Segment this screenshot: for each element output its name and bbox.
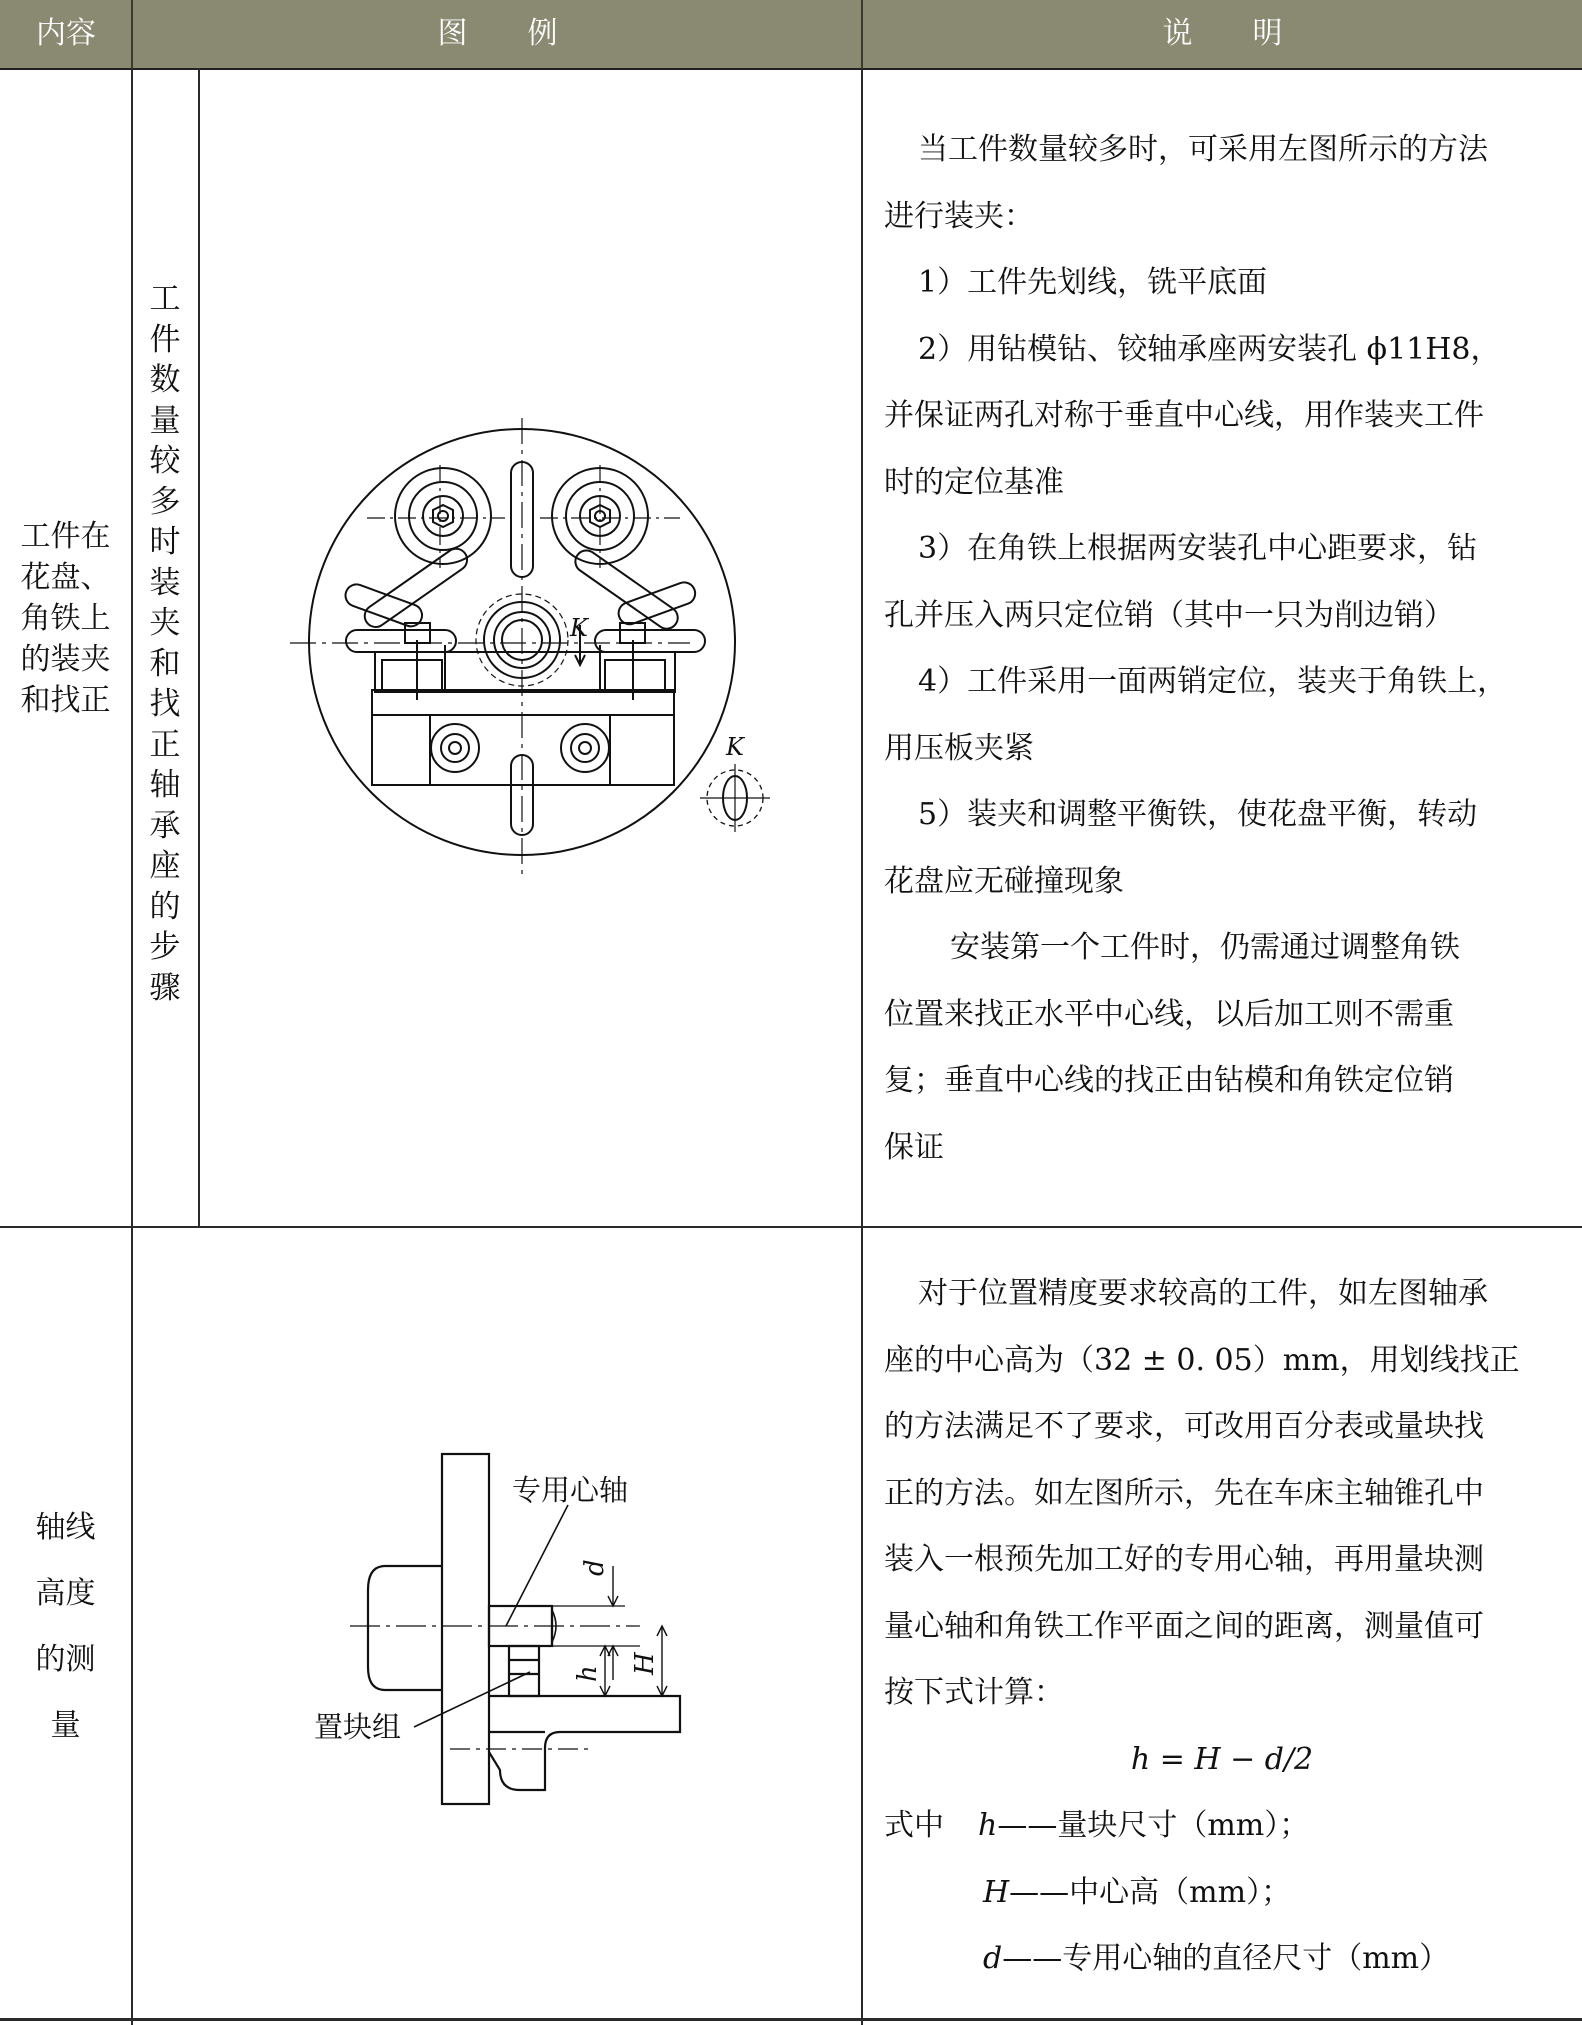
dim-h-label: h	[573, 1665, 603, 1682]
desc-line: 安装第一个工件时，仍需通过调整角铁	[950, 930, 1460, 965]
desc-line: 保证	[884, 1129, 944, 1165]
content-line: 的装夹	[20, 642, 111, 677]
gauge-block-label: 置块组	[314, 1710, 402, 1744]
sublabel-char: 较	[149, 443, 181, 479]
desc-line: 1）工件先划线，铣平底面	[918, 265, 1268, 300]
where-label: 式中	[884, 1808, 944, 1843]
desc-line: 3）在角铁上根据两安装孔中心距要求，钻	[918, 531, 1478, 566]
content-line: 的测	[35, 1642, 96, 1677]
sublabel-char: 骤	[149, 969, 181, 1006]
sublabel-char: 座	[149, 848, 181, 884]
desc-line: 当工件数量较多时，可采用左图所示的方法	[918, 132, 1488, 167]
desc-line: 量心轴和角铁工作平面之间的距离，测量值可	[884, 1608, 1484, 1644]
formula: h = H − d/2	[1130, 1741, 1314, 1777]
desc-line: 5）装夹和调整平衡铁，使花盘平衡，转动	[918, 797, 1478, 832]
desc-line: 用压板夹紧	[884, 730, 1034, 766]
def-symbol: h	[978, 1808, 998, 1843]
sublabel-char: 多	[149, 483, 181, 520]
desc-line: 孔并压入两只定位销（其中一只为削边销）	[884, 597, 1454, 633]
content-line: 花盘、	[20, 560, 111, 595]
def-line	[884, 1793, 1560, 1860]
sublabel-char: 步	[149, 929, 181, 965]
def-text: ——专用心轴的直径尺寸（mm）	[1002, 1941, 1450, 1976]
desc-line: 位置来找正水平中心线，以后加工则不需重	[884, 996, 1454, 1032]
desc-line: 2）用钻模钻、铰轴承座两安装孔 ϕ11H8，	[918, 331, 1501, 367]
sublabel-char: 时	[149, 524, 181, 560]
content-line: 量	[50, 1708, 81, 1743]
angle-iron	[489, 1696, 680, 1790]
desc-line: 正的方法。如左图所示，先在车床主轴锥孔中	[884, 1475, 1484, 1511]
desc-line: 花盘应无碰撞现象	[884, 863, 1124, 899]
content-line: 轴线	[35, 1510, 96, 1545]
def-symbol: d	[983, 1941, 1003, 1976]
content-line: 角铁上	[20, 601, 111, 636]
desc-line: 并保证两孔对称于垂直中心线，用作装夹工件	[884, 398, 1484, 433]
desc-line: 进行装夹：	[884, 198, 1034, 234]
sublabel-char: 正	[149, 726, 181, 763]
sublabel-char: 装	[149, 564, 181, 601]
def-text: ——中心高（mm）；	[1009, 1874, 1292, 1910]
desc-line: 的方法满足不了要求，可改用百分表或量块找	[884, 1409, 1484, 1444]
desc-line: 复；垂直中心线的找正由钻模和角铁定位销	[884, 1063, 1454, 1098]
def-symbol: H	[983, 1874, 1010, 1910]
sublabel-char: 轴	[149, 767, 181, 803]
def-text: ——量块尺寸（mm）；	[997, 1808, 1310, 1843]
desc-line: 按下式计算：	[884, 1675, 1064, 1710]
sublabel-char: 工	[149, 281, 181, 317]
sublabel-char: 夹	[149, 605, 181, 641]
header-content: 内容	[36, 16, 96, 51]
desc-line: 4）工件采用一面两销定位，装夹于角铁上，	[918, 664, 1508, 699]
row2-description	[884, 1261, 1560, 1993]
content-line: 和找正	[20, 683, 111, 718]
desc-line: 时的定位基准	[884, 464, 1064, 500]
desc-line: 对于位置精度要求较高的工件，如左图轴承	[918, 1276, 1488, 1311]
mandrel-label: 专用心轴	[512, 1473, 629, 1507]
dim-d-label: d	[580, 1559, 610, 1576]
def-line	[884, 1860, 1560, 1927]
spindle-nose	[368, 1566, 442, 1690]
sublabel-char: 承	[149, 807, 181, 844]
sublabel-char: 和	[149, 645, 181, 682]
desc-line: 座的中心高为（32 ± 0. 05）mm，用划线找正	[884, 1342, 1520, 1378]
sublabel-char: 件	[149, 321, 181, 358]
sublabel-char: 数	[149, 362, 181, 398]
content-line: 工件在	[20, 519, 111, 554]
header-description: 说 明	[1162, 16, 1283, 51]
def-line	[884, 1926, 1560, 1993]
k-label-top: K	[570, 614, 588, 642]
spindle-flange	[442, 1454, 489, 1804]
content-line: 高度	[35, 1576, 96, 1611]
k-label-side: K	[726, 733, 744, 761]
header-figure: 图 例	[437, 16, 558, 51]
desc-line: 装入一根预先加工好的专用心轴，再用量块测	[884, 1542, 1484, 1577]
sublabel-char: 量	[149, 402, 181, 439]
dim-H-label: H	[630, 1652, 660, 1675]
sublabel-char: 找	[149, 686, 181, 722]
sublabel-char: 的	[149, 888, 181, 925]
gauge-block-stack	[509, 1646, 539, 1696]
